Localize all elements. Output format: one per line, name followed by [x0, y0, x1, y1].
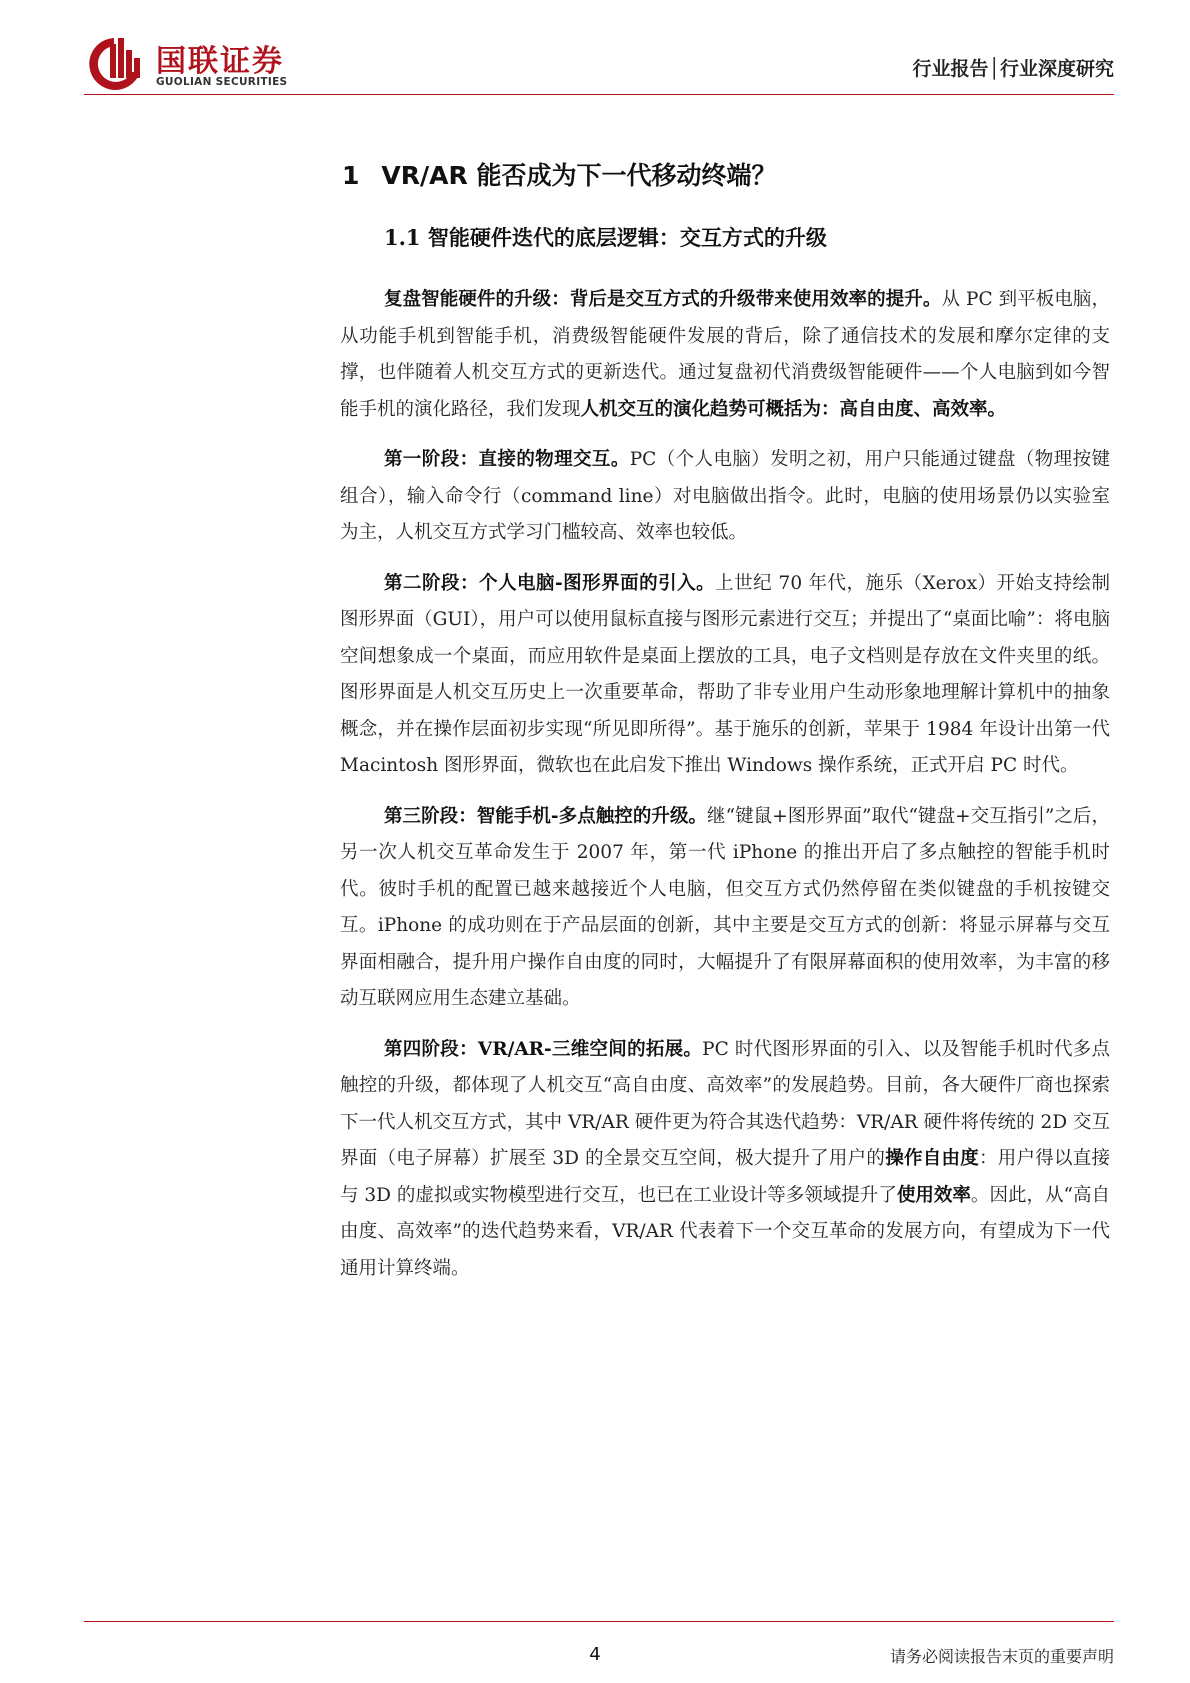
- page-header: [84, 28, 1114, 96]
- paragraph-stage-3: [340, 799, 1110, 1018]
- paragraph-stage-2: [340, 566, 1110, 785]
- paragraph-text: 。因此，从“高自由度、高效率”的迭代趋势来看，VR/AR 代表着下一个交互革命的发展方向，有望成为下一代通用计算终端。: [340, 1184, 1110, 1279]
- section-heading: [342, 156, 776, 192]
- report-type: 行业报告│行业深度研究: [912, 58, 1114, 80]
- body-text: [340, 282, 1110, 1301]
- paragraph-emphasis: 人机交互的演化趋势可概括为：高自由度、高效率。: [580, 398, 1007, 420]
- subsection-heading: 1.1 智能硬件迭代的底层逻辑：交互方式的升级: [384, 225, 827, 250]
- paragraph-overview: [340, 282, 1110, 428]
- footer-divider: [84, 1621, 1114, 1622]
- logo-chinese-name: 国联证券: [156, 44, 284, 79]
- logo-english-name: GUOLIAN SECURITIES: [156, 76, 288, 88]
- section-title: VR/AR 能否成为下一代移动终端？: [381, 161, 777, 190]
- paragraph-lead: 第一阶段：直接的物理交互。: [384, 449, 630, 470]
- guolian-logo-icon: [84, 32, 148, 92]
- footer-disclaimer: 请务必阅读报告末页的重要声明: [889, 1647, 1114, 1666]
- paragraph-text: PC（个人电脑）发明之初，用户只能通过键盘（物理按键组合），输入命令行（command line）对电脑做出指令。此时，电脑的使用场景仍以实验室为主，人机交互方式学习门槛较高、效率也较低。: [340, 449, 1110, 543]
- paragraph-emphasis: 操作自由度: [885, 1148, 979, 1169]
- paragraph-lead: 第三阶段：智能手机-多点触控的升级。: [384, 805, 708, 827]
- paragraph-text: PC 时代图形界面的引入、以及智能手机时代多点触控的升级，都体现了人机交互“高自由度、高效率”的发展趋势。目前，各大硬件厂商也探索下一代人机交互方式，其中 VR/AR 硬件更为符合其迭代趋势：VR/AR 硬件将传统的 2D 交互界面（电子屏幕）扩展至 3D 的全景交互空间，极大提升了用户的: [340, 1038, 1110, 1169]
- section-number: 1: [342, 161, 360, 190]
- paragraph-emphasis: 使用效率: [896, 1184, 971, 1206]
- paragraph-text: ：用户得以直接与 3D 的虚拟或实物模型进行交互，也已在工业设计等多领域提升了: [340, 1148, 1110, 1206]
- paragraph-lead: 复盘智能硬件的升级：背后是交互方式的升级带来使用效率的提升。: [384, 289, 942, 310]
- paragraph-text: 上世纪 70 年代，施乐（Xerox）开始支持绘制图形界面（GUI），用户可以使用鼠标直接与图形元素进行交互；并提出了“桌面比喻”：将电脑空间想象成一个桌面，而应用软件是桌面上摆放的工具，电子文档则是存放在文件夹里的纸。图形界面是人机交互历史上一次重要革命，帮助了非专业用户生动形象地理解计算机中的抽象概念，并在操作层面初步实现“所见即所得”。基于施乐的创新，苹果于 1984 年设计出第一代 Macintosh 图形界面，微软也在此启发下推出 Windows 操作系统，正式开启 PC 时代。: [340, 572, 1110, 776]
- paragraph-text: 继“键鼠+图形界面”取代“键盘+交互指引”之后，另一次人机交互革命发生于 2007 年，第一代 iPhone 的推出开启了多点触控的智能手机时代。彼时手机的配置已越来越接近个人电脑，但交互方式仍然停留在类似键盘的手机按键交互。iPhone 的成功则在于产品层面的创新，其中主要是交互方式的创新：将显示屏幕与交互界面相融合，提升用户操作自由度的同时，大幅提升了有限屏幕面积的使用效率，为丰富的移动互联网应用生态建立基础。: [340, 805, 1110, 1009]
- paragraph-lead: 第二阶段：个人电脑-图形界面的引入。: [384, 572, 716, 594]
- paragraph-stage-1: [340, 442, 1110, 552]
- header-divider: [84, 94, 1114, 95]
- paragraph-stage-4: [340, 1032, 1110, 1288]
- guolian-logo: [84, 32, 384, 92]
- paragraph-text: 从 PC 到平板电脑，从功能手机到智能手机，消费级智能硬件发展的背后，除了通信技术的发展和摩尔定律的支撑，也伴随着人机交互方式的更新迭代。通过复盘初代消费级智能硬件——个人电脑到如今智能手机的演化路径，我们发现: [340, 289, 1110, 420]
- page-number: 4: [589, 1644, 601, 1665]
- paragraph-lead: 第四阶段：VR/AR-三维空间的拓展。: [384, 1038, 703, 1060]
